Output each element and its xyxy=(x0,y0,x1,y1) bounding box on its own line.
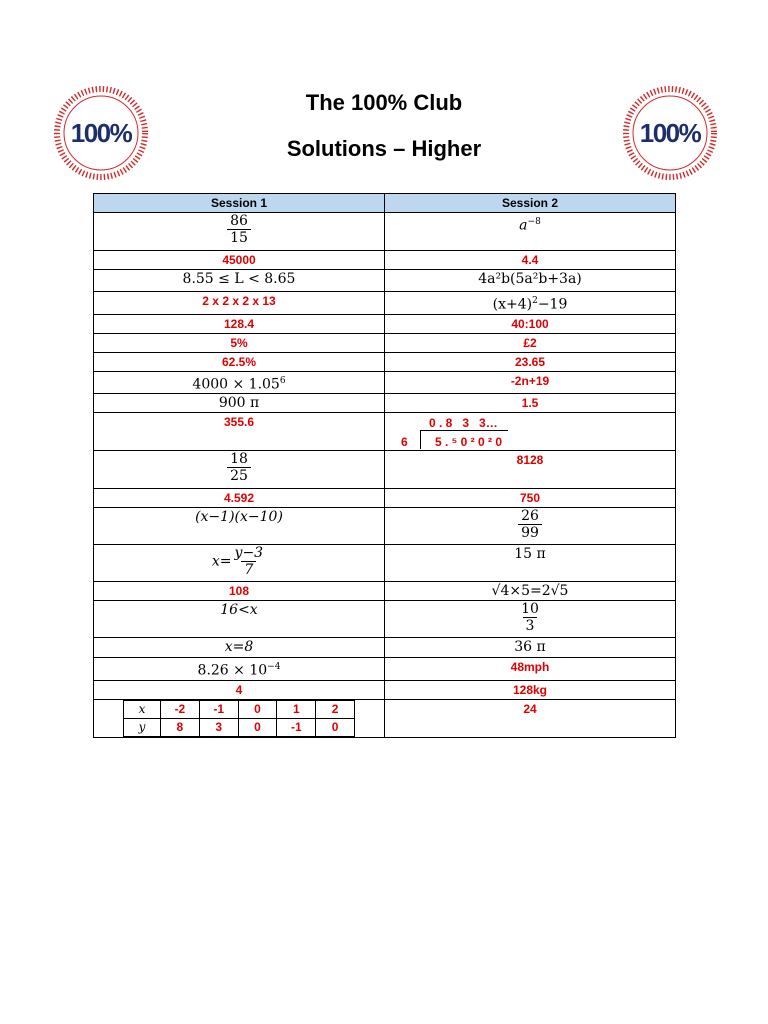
fraction-denominator: 99 xyxy=(518,524,542,541)
fraction-numerator: 86 xyxy=(230,213,248,229)
s2-answer-7: 23.65 xyxy=(385,352,676,371)
xy-row-y xyxy=(124,718,355,736)
header-session-1: Session 1 xyxy=(94,194,385,213)
fraction-denominator: 7 xyxy=(241,561,256,578)
s1-answer-2: 45000 xyxy=(94,251,385,270)
fraction xyxy=(227,451,251,484)
s2-answer-2: 4.4 xyxy=(385,251,676,270)
xy-cell: 0 xyxy=(238,718,277,736)
s1-answer-5: 128.4 xyxy=(94,314,385,333)
s1-answer-16: 16<x xyxy=(94,601,385,638)
equation-lhs: x= xyxy=(211,553,232,570)
s1-answer-6: 5% xyxy=(94,333,385,352)
s2-answer-20: 24 xyxy=(385,699,676,737)
power-base: 8.26 × 10 xyxy=(197,662,268,679)
s2-answer-1 xyxy=(385,213,676,251)
power-exponent: 2 xyxy=(532,296,538,306)
fraction xyxy=(227,213,251,246)
s2-answer-18: 48mph xyxy=(385,658,676,681)
table-row xyxy=(94,352,676,371)
fraction-numerator: 26 xyxy=(521,508,539,525)
s2-answer-3: 4a²b(5a²b+3a) xyxy=(385,270,676,292)
fraction xyxy=(518,508,542,541)
s1-answer-9: 900 π xyxy=(94,394,385,413)
table-row xyxy=(94,489,676,508)
table-row xyxy=(94,699,676,737)
table-row xyxy=(94,292,676,315)
s2-answer-8: -2n+19 xyxy=(385,371,676,394)
s2-answer-15: √4×5=2√5 xyxy=(385,582,676,601)
xy-table xyxy=(123,700,355,737)
s1-answer-17: x=8 xyxy=(94,638,385,658)
xy-cell: -1 xyxy=(277,718,316,736)
xy-label-x: x xyxy=(124,700,161,718)
s1-answer-1 xyxy=(94,213,385,251)
table-row xyxy=(94,658,676,681)
power-exponent: 6 xyxy=(279,375,286,386)
power-base: (x+4) xyxy=(492,296,533,313)
table-row xyxy=(94,451,676,489)
s2-answer-14: 15 π xyxy=(385,545,676,582)
division-bar xyxy=(420,430,508,431)
fraction xyxy=(232,545,267,578)
s2-answer-19: 128kg xyxy=(385,680,676,699)
xy-cell: 2 xyxy=(316,700,355,718)
fraction-numerator: 18 xyxy=(230,451,248,468)
xy-cell: -1 xyxy=(199,700,238,718)
s2-answer-16 xyxy=(385,601,676,638)
table-row xyxy=(94,371,676,394)
table-row xyxy=(94,545,676,582)
xy-cell: 1 xyxy=(277,700,316,718)
s1-answer-18 xyxy=(94,658,385,681)
xy-cell: -2 xyxy=(161,700,200,718)
table-row xyxy=(94,314,676,333)
division-bracket xyxy=(420,430,421,449)
short-division xyxy=(385,413,675,450)
s2-answer-5: 40:100 xyxy=(385,314,676,333)
table-row xyxy=(94,251,676,270)
logo-left-text: 100% xyxy=(70,117,132,148)
s2-answer-10 xyxy=(385,413,676,451)
table-row xyxy=(94,508,676,545)
fraction xyxy=(518,601,542,634)
header-session-2: Session 2 xyxy=(385,194,676,213)
table-row xyxy=(94,638,676,658)
fraction-numerator: 10 xyxy=(521,601,539,618)
s2-answer-9: 1.5 xyxy=(385,394,676,413)
fraction-denominator: 25 xyxy=(227,467,251,484)
s2-answer-12: 750 xyxy=(385,489,676,508)
xy-row-x xyxy=(124,700,355,718)
xy-cell: 0 xyxy=(316,718,355,736)
xy-cell: 0 xyxy=(238,700,277,718)
s2-answer-17: 36 π xyxy=(385,638,676,658)
s2-answer-11: 8128 xyxy=(385,451,676,489)
s1-answer-10: 355.6 xyxy=(94,413,385,451)
fraction-denominator: 3 xyxy=(523,617,538,634)
s2-answer-6: £2 xyxy=(385,333,676,352)
fraction-numerator: y−3 xyxy=(234,545,264,562)
power-exponent: −4 xyxy=(267,662,281,673)
table-row xyxy=(94,270,676,292)
factorised-expression: (x−1)(x−10) xyxy=(195,509,283,526)
table-row xyxy=(94,333,676,352)
s2-answer-13 xyxy=(385,508,676,545)
s2-answer-4 xyxy=(385,292,676,315)
s1-answer-15: 108 xyxy=(94,582,385,601)
table-row xyxy=(94,394,676,413)
header-row xyxy=(94,194,676,213)
division-dividend: 5 . ⁵ 0 ² 0 ² 0 xyxy=(435,435,502,450)
table-row xyxy=(94,680,676,699)
s1-answer-20 xyxy=(94,699,385,737)
s1-answer-8 xyxy=(94,371,385,394)
table-row xyxy=(94,213,676,251)
xy-cell: 8 xyxy=(161,718,200,736)
power-base: 4000 × 1.05 xyxy=(192,376,280,393)
s1-answer-3: 8.55 ≤ L < 8.65 xyxy=(94,270,385,292)
s1-answer-19: 4 xyxy=(94,680,385,699)
s1-answer-7: 62.5% xyxy=(94,352,385,371)
solutions-table xyxy=(93,193,676,738)
power-exponent: −8 xyxy=(527,217,541,227)
division-divisor: 6 xyxy=(401,435,408,450)
xy-label-y: y xyxy=(124,718,161,736)
power-base: a xyxy=(519,217,528,234)
s1-answer-14 xyxy=(94,545,385,582)
s1-answer-13 xyxy=(94,508,385,545)
xy-cell: 3 xyxy=(199,718,238,736)
logo-right-text: 100% xyxy=(639,117,701,148)
table-row xyxy=(94,582,676,601)
s1-answer-12: 4.592 xyxy=(94,489,385,508)
expression-tail: −19 xyxy=(537,296,568,313)
page-title: The 100% Club xyxy=(305,90,463,115)
page-subtitle: Solutions – Higher xyxy=(286,136,482,161)
fraction-denominator: 15 xyxy=(227,229,251,246)
division-quotient: 0 . 8 3 3… xyxy=(429,416,498,431)
table-row xyxy=(94,601,676,638)
s1-answer-11 xyxy=(94,451,385,489)
table-row xyxy=(94,413,676,451)
s1-answer-4: 2 x 2 x 2 x 13 xyxy=(94,292,385,315)
